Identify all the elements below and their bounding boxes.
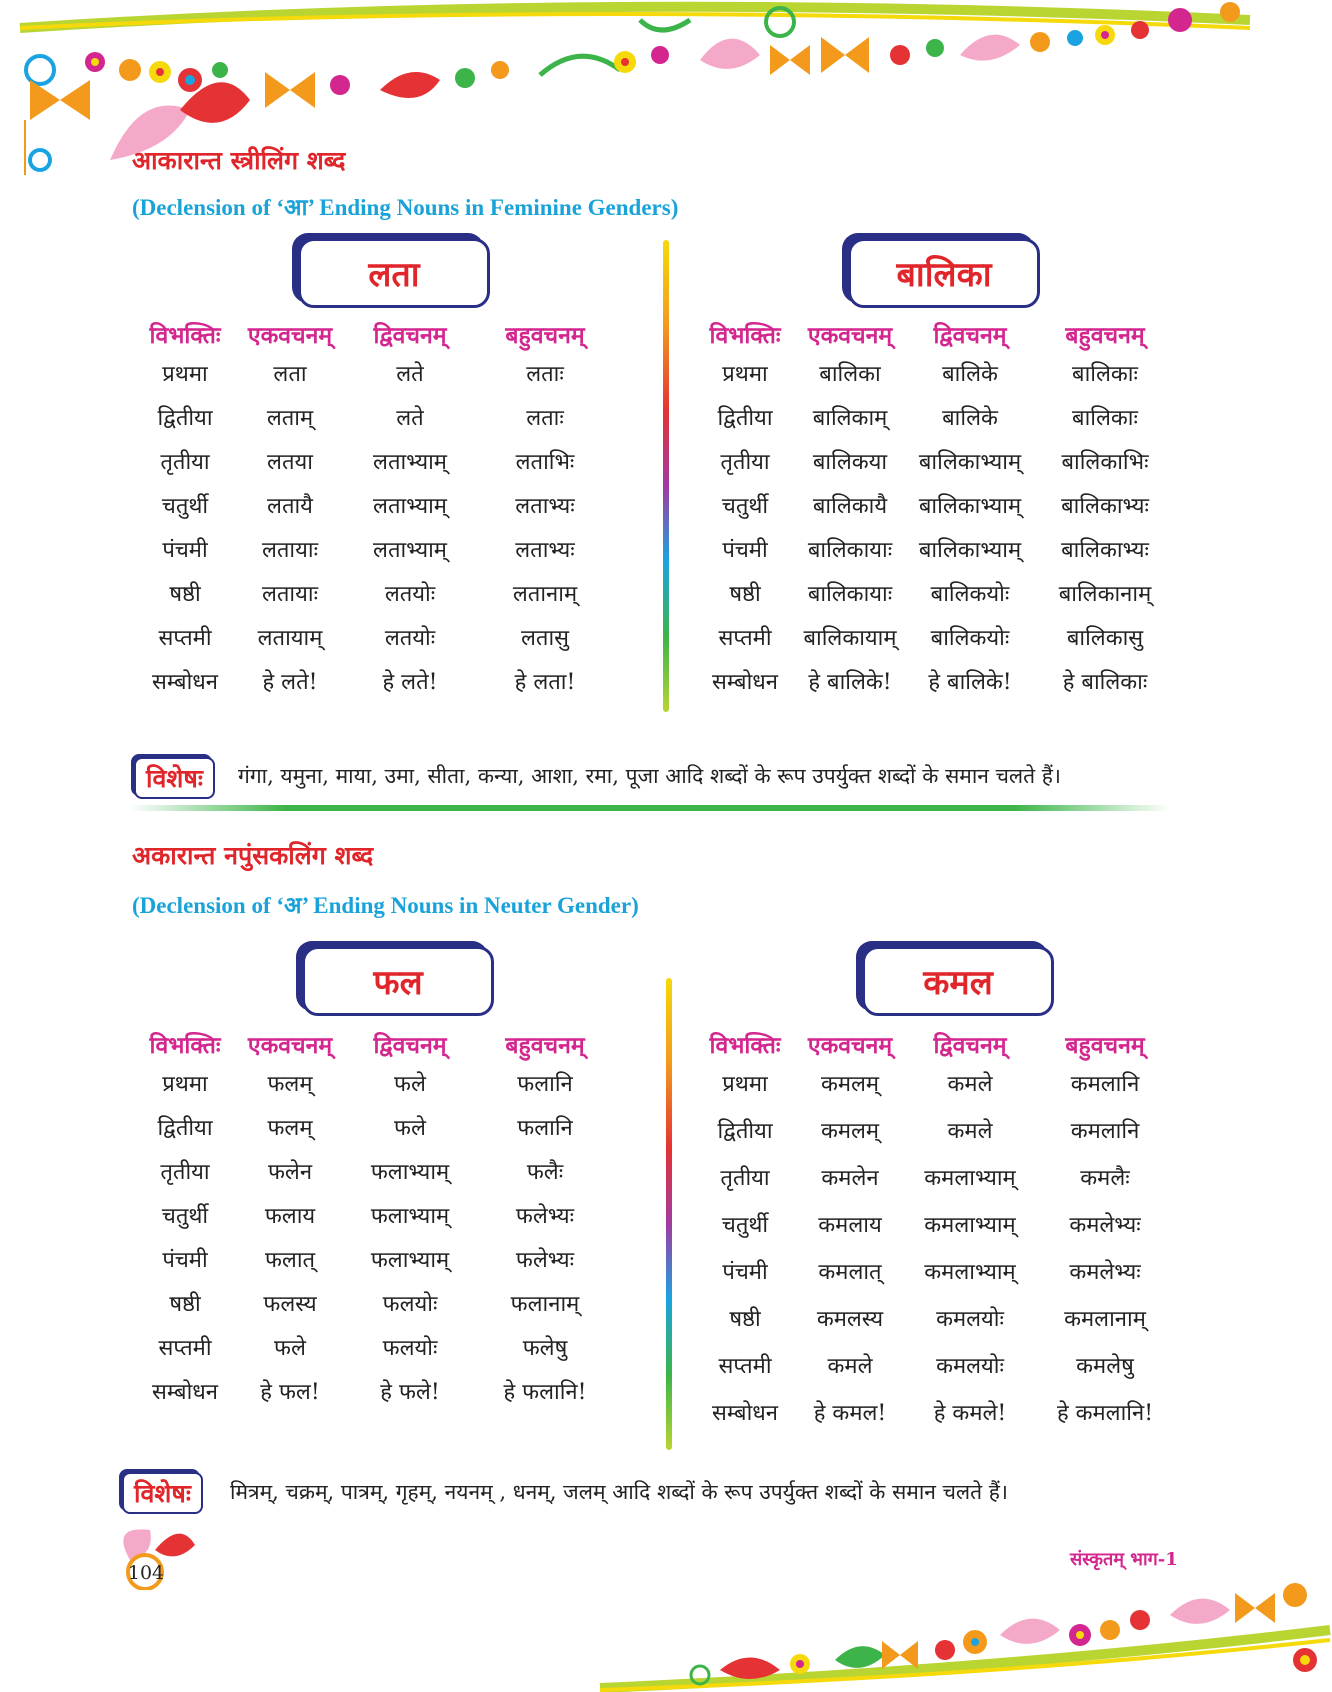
declension-form: फलस्य (263, 1292, 317, 1317)
declension-form: कमलानि (1070, 1072, 1140, 1097)
declension-form: कमलात् (818, 1260, 882, 1285)
declension-form: कमलानाम् (1064, 1307, 1146, 1332)
declension-form: हे लते! (262, 670, 318, 695)
declension-form: लता (273, 362, 307, 387)
declension-form: लताः (526, 362, 564, 387)
case-name: प्रथमा (162, 362, 208, 387)
noun-label: फल (373, 963, 423, 1003)
declension-form: कमलयोः (936, 1354, 1004, 1379)
declension-form: फलाभ्याम् (370, 1248, 450, 1273)
declension-form: कमलाभ्याम् (924, 1213, 1016, 1238)
case-name: प्रथमा (722, 362, 768, 387)
column-header: एकवचनम् (807, 1032, 893, 1059)
declension-form: फलाभ्याम् (370, 1204, 450, 1229)
case-name: सप्तमी (718, 1354, 772, 1379)
declension-form: फलयोः (382, 1292, 438, 1317)
declension-form: कमलेभ्यः (1069, 1260, 1141, 1285)
case-name: द्वितीया (157, 1116, 213, 1141)
declension-form: फलानि (517, 1116, 573, 1141)
declension-form: बालिकया (812, 450, 888, 475)
declension-form: बालिकाभिः (1061, 450, 1149, 475)
section1-title: आकारान्त स्त्रीलिंग शब्द (132, 146, 346, 175)
declension-form: कमले (827, 1354, 873, 1379)
case-name: सप्तमी (158, 626, 212, 651)
noun-label: कमल (923, 963, 993, 1003)
case-name: पंचमी (162, 538, 208, 563)
declension-form: कमलाय (818, 1213, 882, 1238)
column-header: एकवचनम् (807, 322, 893, 349)
declension-form: लताभ्यः (515, 538, 575, 563)
declension-form: कमलेन (821, 1166, 879, 1191)
case-name: प्रथमा (722, 1072, 768, 1097)
declension-form: बालिकाभ्याम् (918, 494, 1022, 519)
noun-box-balika (848, 238, 1040, 308)
column-header: एकवचनम् (247, 322, 333, 349)
declension-form: फलेषु (522, 1336, 568, 1361)
case-name: द्वितीया (157, 406, 213, 431)
case-name: सम्बोधन (151, 1380, 219, 1405)
declension-form: फलैः (526, 1160, 564, 1185)
note-label: विशेषः (134, 757, 215, 799)
section-separator (130, 805, 1170, 811)
declension-form: बालिकायै (812, 494, 888, 519)
table-phala (120, 1028, 650, 1438)
declension-form: फलाभ्याम् (370, 1160, 450, 1185)
column-header: द्विवचनम् (933, 322, 1007, 349)
declension-form: बालिका (819, 362, 881, 387)
section2-subtitle: (Declension of ‘अ’ Ending Nouns in Neuter Gender) (132, 893, 639, 918)
column-header: बहुवचनम् (505, 322, 585, 349)
case-name: चतुर्थी (161, 1204, 209, 1229)
declension-form: लताभ्याम् (373, 538, 447, 563)
note-label: विशेषः (122, 1472, 203, 1514)
declension-form: फलानि (517, 1072, 573, 1097)
declension-form: बालिकायाः (807, 538, 893, 563)
case-name: पंचमी (722, 538, 768, 563)
declension-form: बालिकाः (1072, 362, 1138, 387)
declension-form: हे बालिके! (808, 670, 892, 695)
declension-form: कमलम् (820, 1119, 880, 1144)
declension-form: हे कमले! (933, 1401, 1007, 1426)
declension-form: कमलस्य (816, 1307, 884, 1332)
declension-form: कमलाभ्याम् (924, 1260, 1016, 1285)
declension-form: लताभ्याम् (373, 450, 447, 475)
case-name: सम्बोधन (151, 670, 219, 695)
column-header: बहुवचनम् (505, 1032, 585, 1059)
declension-form: लताभ्याम् (373, 494, 447, 519)
case-name: सम्बोधन (711, 670, 779, 695)
declension-form: लतायाः (261, 538, 319, 563)
declension-form: लतायै (267, 494, 313, 519)
note-text: मित्रम्, चक्रम्, पात्रम्, गृहम्, नयनम् , धनम्, जलम् आदि शब्दों के रूप उपर्युक्त शब्दों के समान चलते हैं। (230, 1480, 1008, 1504)
declension-form: कमलानि (1070, 1119, 1140, 1144)
case-name: द्वितीया (717, 1119, 773, 1144)
note-text: गंगा, यमुना, माया, उमा, सीता, कन्या, आशा, रमा, पूजा आदि शब्दों के रूप उपर्युक्त शब्दों के समान चलते हैं। (238, 764, 1061, 788)
declension-form: लताभ्यः (515, 494, 575, 519)
declension-form: लते (396, 406, 424, 431)
declension-form: लताः (526, 406, 564, 431)
declension-form: बालिकाभ्याम् (918, 450, 1022, 475)
declension-form: बालिकासु (1066, 626, 1144, 651)
page-number: 104 (127, 1562, 165, 1584)
bottom-floral-border (0, 1560, 1332, 1692)
case-name: चतुर्थी (161, 494, 209, 519)
declension-form: बालिकायाः (807, 582, 893, 607)
declension-form: हे फल! (260, 1380, 320, 1405)
declension-form: लतयोः (384, 582, 436, 607)
declension-form: फले (394, 1072, 426, 1097)
declension-form: लतया (267, 450, 313, 475)
declension-form: लताम् (266, 406, 314, 431)
declension-form: फलयोः (382, 1336, 438, 1361)
declension-form: हे फले! (380, 1380, 440, 1405)
declension-form: बालिकयोः (930, 626, 1010, 651)
declension-form: लताभिः (515, 450, 575, 475)
column-header: द्विवचनम् (373, 1032, 447, 1059)
case-name: चतुर्थी (721, 494, 769, 519)
noun-box-kamala (862, 946, 1054, 1016)
declension-form: कमलेषु (1076, 1354, 1134, 1379)
declension-form: हे लता! (514, 670, 576, 695)
declension-form: फलेन (267, 1160, 313, 1185)
declension-form: फलेभ्यः (515, 1204, 575, 1229)
table-lata (120, 318, 650, 728)
declension-form: हे फलानि! (503, 1380, 587, 1405)
noun-label: बालिका (896, 255, 992, 295)
declension-form: बालिके (942, 406, 998, 431)
declension-form: लते (396, 362, 424, 387)
declension-form: फलेभ्यः (515, 1248, 575, 1273)
declension-form: कमले (947, 1072, 993, 1097)
declension-form: फलात् (264, 1248, 316, 1273)
noun-label: लता (368, 255, 420, 295)
declension-form: लतासु (520, 626, 570, 651)
declension-form: हे बालिके! (928, 670, 1012, 695)
column-divider (663, 240, 669, 712)
column-header: द्विवचनम् (933, 1032, 1007, 1059)
case-name: द्वितीया (717, 406, 773, 431)
noun-box-phala (302, 946, 494, 1016)
declension-form: बालिकयोः (930, 582, 1010, 607)
declension-form: बालिकाः (1072, 406, 1138, 431)
noun-box-lata (298, 238, 490, 308)
case-name: तृतीया (720, 1166, 770, 1191)
column-header: विभक्तिः (709, 322, 781, 349)
case-name: सम्बोधन (711, 1401, 779, 1426)
declension-form: हे कमलानि! (1056, 1401, 1154, 1426)
declension-form: कमलैः (1080, 1166, 1130, 1191)
declension-form: कमलाभ्याम् (924, 1166, 1016, 1191)
declension-form: फले (274, 1336, 306, 1361)
column-header: विभक्तिः (149, 322, 221, 349)
declension-form: बालिकाभ्यः (1061, 494, 1149, 519)
case-name: प्रथमा (162, 1072, 208, 1097)
declension-form: लतयोः (384, 626, 436, 651)
case-name: तृतीया (720, 450, 770, 475)
declension-form: फलम् (267, 1116, 313, 1141)
declension-form: फलम् (267, 1072, 313, 1097)
case-name: पंचमी (162, 1248, 208, 1273)
case-name: तृतीया (160, 1160, 210, 1185)
declension-form: लतायाः (261, 582, 319, 607)
declension-form: कमलेभ्यः (1069, 1213, 1141, 1238)
declension-form: बालिकायाम् (803, 626, 897, 651)
declension-form: बालिकाम् (812, 406, 888, 431)
declension-form: फले (394, 1116, 426, 1141)
section1-subtitle: (Declension of ‘आ’ Ending Nouns in Feminine Genders) (132, 195, 679, 220)
declension-form: बालिकानाम् (1058, 582, 1152, 607)
case-name: षष्ठी (169, 582, 201, 607)
declension-form: कमलयोः (936, 1307, 1004, 1332)
book-title: संस्कृतम् भाग-1 (1070, 1549, 1178, 1570)
section2-title: अकारान्त नपुंसकलिंग शब्द (132, 841, 374, 870)
case-name: षष्ठी (729, 582, 761, 607)
case-name: तृतीया (160, 450, 210, 475)
case-name: षष्ठी (729, 1307, 761, 1332)
declension-form: हे बालिकाः (1062, 670, 1148, 695)
column-header: बहुवचनम् (1065, 1032, 1145, 1059)
column-header: विभक्तिः (709, 1032, 781, 1059)
declension-form: हे कमल! (813, 1401, 887, 1426)
table-kamala (680, 1028, 1210, 1468)
declension-form: बालिकाभ्यः (1061, 538, 1149, 563)
declension-form: लतानाम् (512, 582, 578, 607)
case-name: सप्तमी (158, 1336, 212, 1361)
column-header: एकवचनम् (247, 1032, 333, 1059)
declension-form: हे लते! (382, 670, 438, 695)
column-header: विभक्तिः (149, 1032, 221, 1059)
column-header: बहुवचनम् (1065, 322, 1145, 349)
case-name: पंचमी (722, 1260, 768, 1285)
declension-form: फलाय (264, 1204, 316, 1229)
table-balika (680, 318, 1210, 728)
case-name: चतुर्थी (721, 1213, 769, 1238)
declension-form: बालिकाभ्याम् (918, 538, 1022, 563)
declension-form: बालिके (942, 362, 998, 387)
declension-form: लतायाम् (257, 626, 323, 651)
column-header: द्विवचनम् (373, 322, 447, 349)
case-name: सप्तमी (718, 626, 772, 651)
declension-form: कमले (947, 1119, 993, 1144)
declension-form: फलानाम् (510, 1292, 580, 1317)
declension-form: कमलम् (820, 1072, 880, 1097)
case-name: षष्ठी (169, 1292, 201, 1317)
